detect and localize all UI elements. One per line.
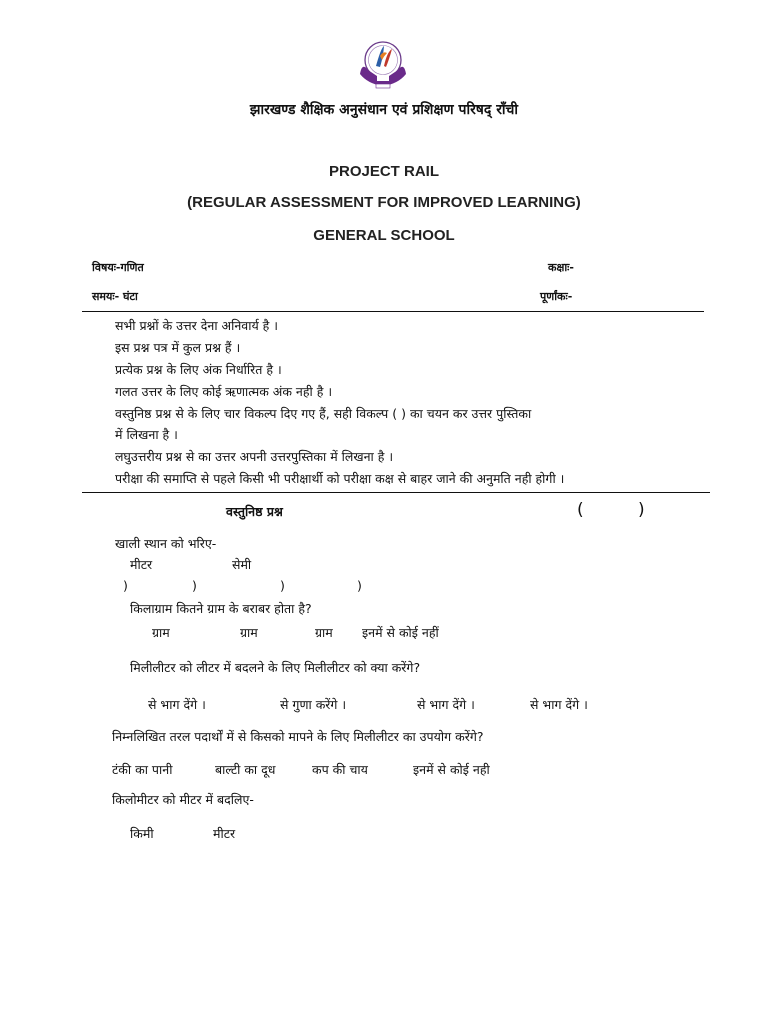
instruction-item: इस प्रश्न पत्र में कुल प्रश्न हैं ।	[115, 340, 241, 355]
project-expansion: (REGULAR ASSESSMENT FOR IMPROVED LEARNING)	[187, 194, 581, 211]
question-2-option-c: ग्राम	[315, 625, 333, 640]
divider-top	[82, 311, 704, 312]
section-open-paren: (	[577, 500, 584, 520]
school-type: GENERAL SCHOOL	[313, 227, 455, 244]
project-title: PROJECT RAIL	[328, 163, 439, 180]
instruction-item: परीक्षा की समाप्ति से पहले किसी भी परीक्षार्थी को परीक्षा कक्ष से बाहर जाने की अनुमति नही होगी ।	[115, 471, 565, 486]
council-name: झारखण्ड शैक्षिक अनुसंधान एवं प्रशिक्षण परिषद् राँची	[249, 102, 519, 118]
question-1-option-a: )	[123, 578, 128, 593]
question-3-option-b: से गुणा करेंगे ।	[280, 697, 347, 712]
instruction-item: वस्तुनिष्ठ प्रश्न से के लिए चार विकल्प दिए गए हैं, सही विकल्प ( ) का चयन कर उत्तर पुस्तिका	[115, 406, 532, 421]
question-2-prompt: किलाग्राम कितने ग्राम के बराबर होता है?	[130, 601, 312, 616]
question-2-option-b: ग्राम	[240, 625, 258, 640]
instruction-item: लघुउत्तरीय प्रश्न से का उत्तर अपनी उत्तरपुस्तिका में लिखना है ।	[115, 449, 394, 464]
question-4-option-a: टंकी का पानी	[112, 762, 173, 777]
question-4-option-c: कप की चाय	[312, 762, 368, 777]
instruction-item: में लिखना है ।	[115, 427, 178, 442]
question-5-prompt: किलोमीटर को मीटर में बदलिए-	[112, 792, 254, 807]
instruction-item: गलत उत्तर के लिए कोई ऋणात्मक अंक नही है ।	[115, 384, 333, 399]
question-2-option-a: ग्राम	[152, 625, 170, 640]
question-2-option-d: इनमें से कोई नहीं	[362, 625, 439, 640]
section-close-paren: )	[638, 500, 645, 520]
divider-middle	[82, 492, 710, 493]
instruction-item: सभी प्रश्नों के उत्तर देना अनिवार्य है ।	[115, 318, 279, 333]
question-5-right: मीटर	[213, 826, 236, 841]
question-4-option-d: इनमें से कोई नही	[413, 762, 490, 777]
full-marks-label: पूर्णांकः-	[540, 290, 573, 303]
question-1-option-b: )	[192, 578, 197, 593]
question-1-left: मीटर	[130, 557, 153, 572]
question-1-option-d: )	[357, 578, 362, 593]
time-label: समयः- घंटा	[92, 290, 138, 303]
jcert-logo-icon	[354, 34, 412, 92]
question-3-prompt: मिलीलीटर को लीटर में बदलने के लिए मिलीलीटर को क्या करेंगे?	[130, 660, 421, 675]
subject-label: विषयः-गणित	[92, 261, 144, 274]
question-3-option-d: से भाग देंगे ।	[530, 697, 588, 712]
question-1-prompt: खाली स्थान को भरिए-	[115, 536, 217, 551]
question-1-option-c: )	[280, 578, 285, 593]
question-3-option-c: से भाग देंगे ।	[417, 697, 475, 712]
instruction-item: प्रत्येक प्रश्न के लिए अंक निर्धारित है ।	[115, 362, 282, 377]
question-4-prompt: निम्नलिखित तरल पदार्थों में से किसको मापने के लिए मिलीलीटर का उपयोग करेंगे?	[112, 729, 484, 744]
question-1-right: सेमी	[232, 557, 252, 572]
section-title: वस्तुनिष्ठ प्रश्न	[226, 504, 283, 519]
question-4-option-b: बाल्टी का दूध	[215, 762, 276, 777]
question-3-option-a: से भाग देंगे ।	[148, 697, 206, 712]
class-label: कक्षाः-	[548, 261, 574, 274]
question-5-left: किमी	[130, 826, 154, 841]
